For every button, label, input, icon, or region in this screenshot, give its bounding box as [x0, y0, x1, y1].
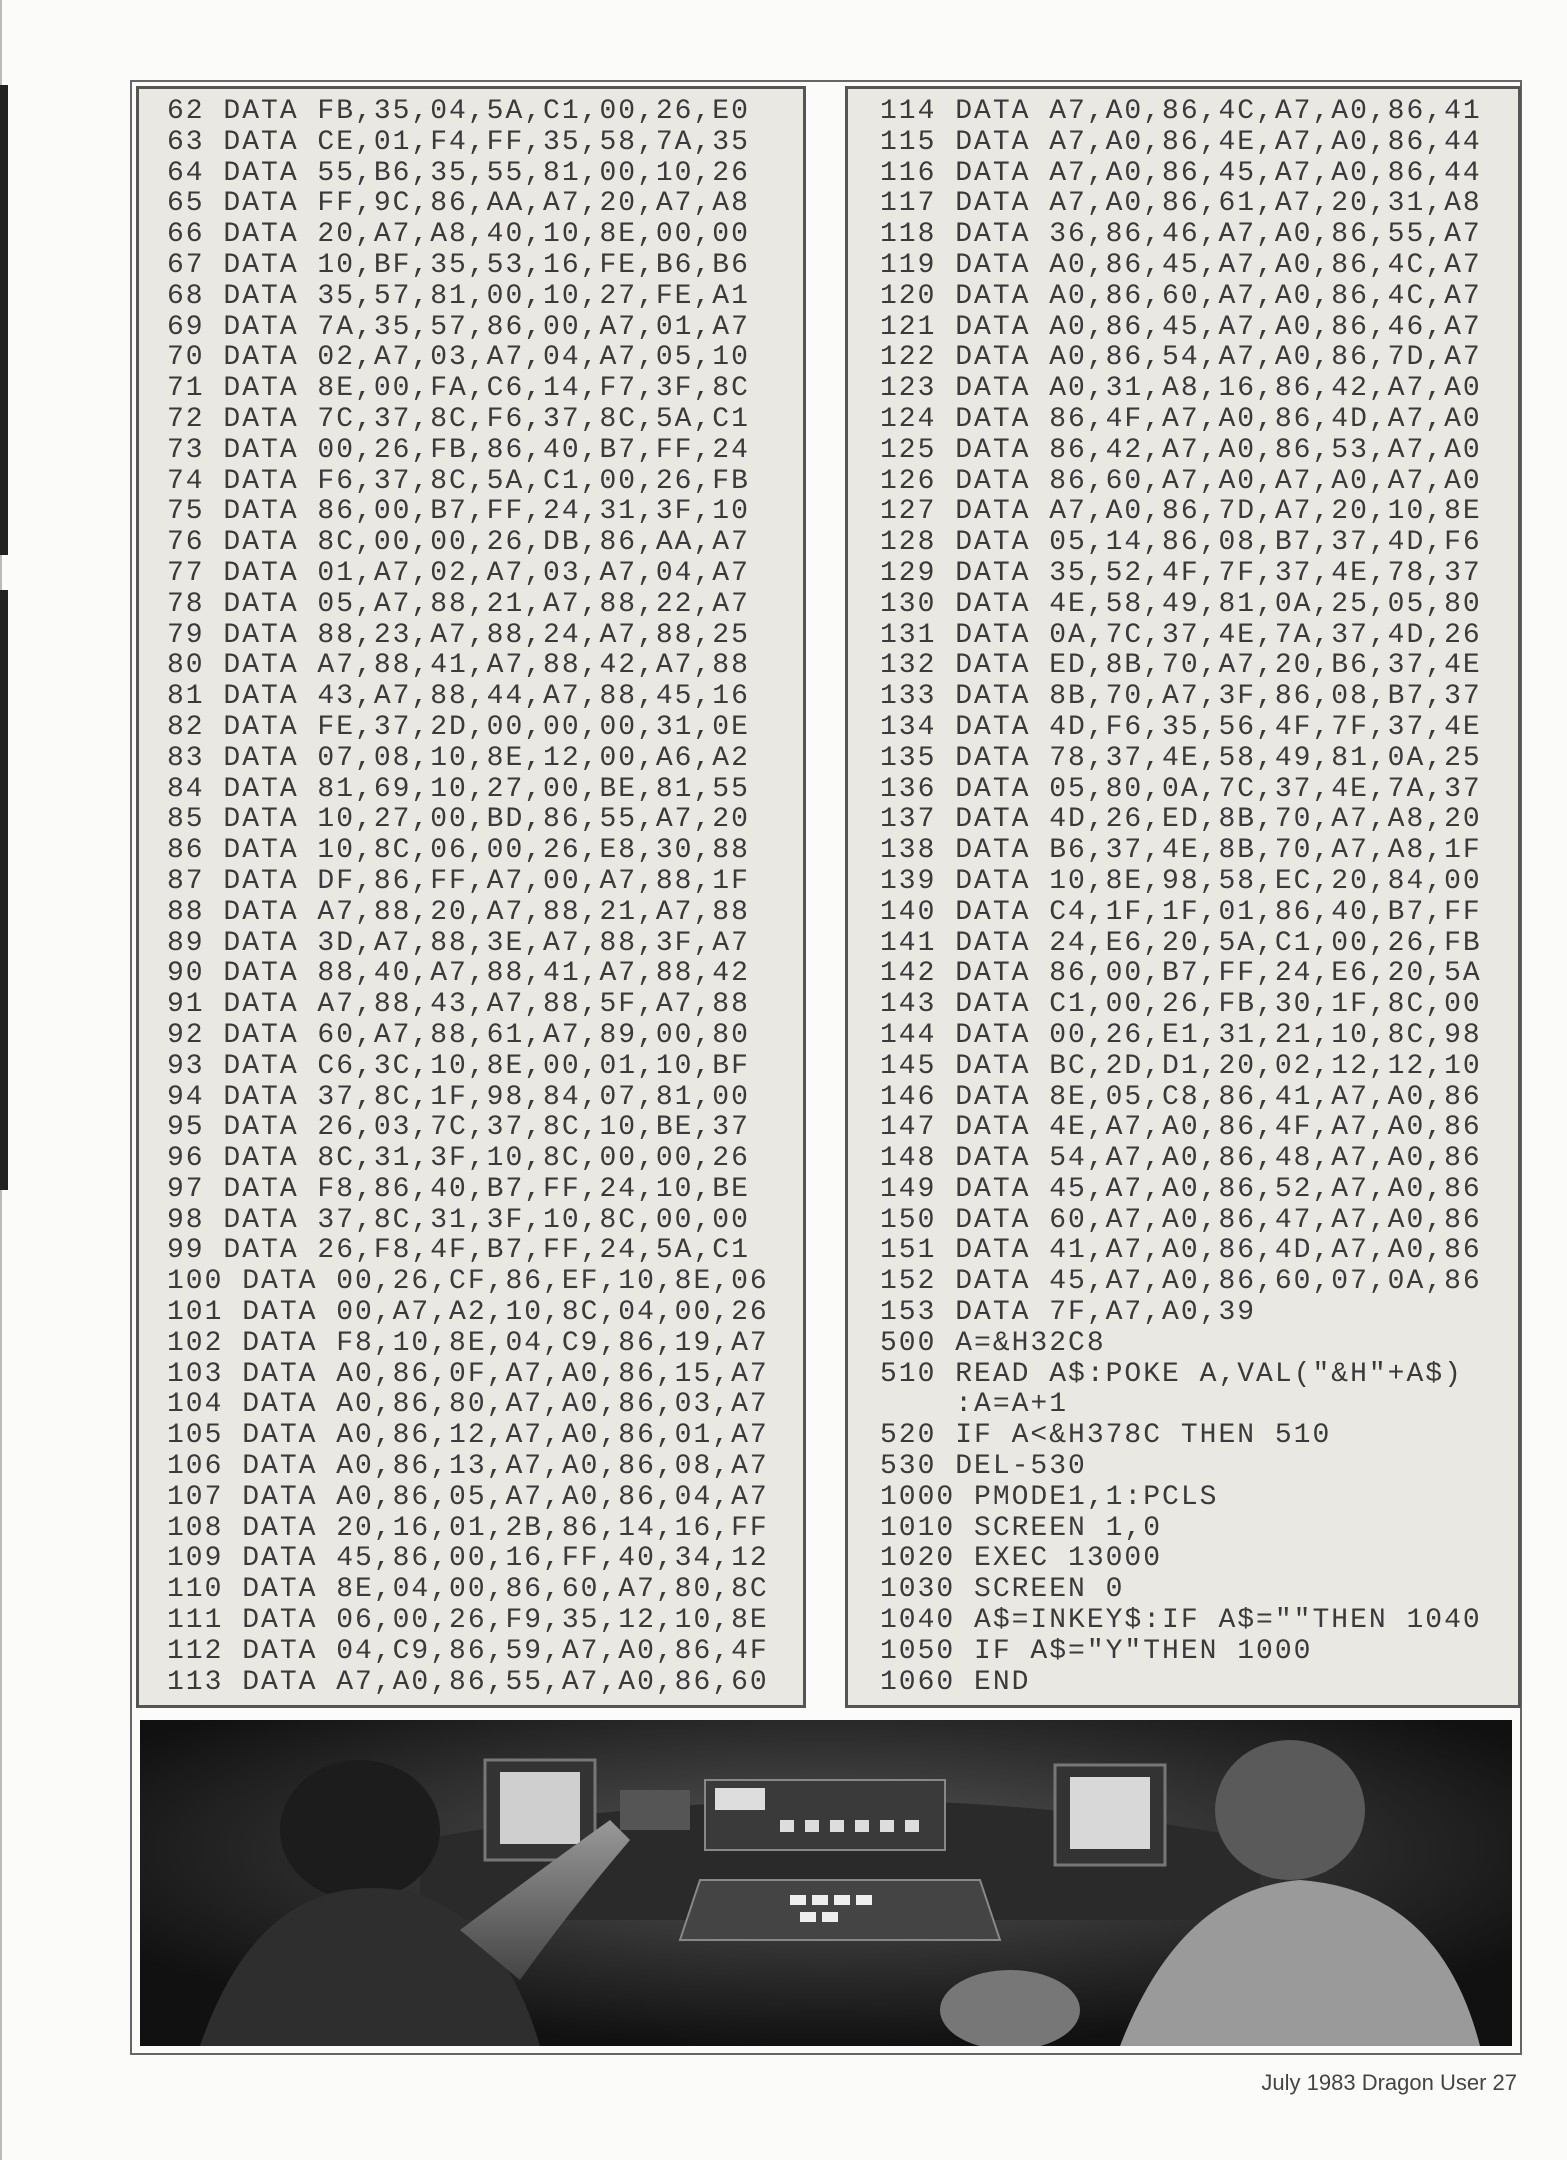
code-line: 147 DATA 4E,A7,A0,86,4F,A7,A0,86: [880, 1112, 1482, 1144]
code-line: 1010 SCREEN 1,0: [880, 1512, 1163, 1544]
code-line: 145 DATA BC,2D,D1,20,02,12,12,10: [880, 1050, 1482, 1082]
code-line: 108 DATA 20,16,01,2B,86,14,16,FF: [167, 1512, 769, 1544]
code-line: 102 DATA F8,10,8E,04,C9,86,19,A7: [167, 1327, 769, 1359]
code-line: 98 DATA 37,8C,31,3F,10,8C,00,00: [167, 1204, 750, 1236]
code-line: 1020 EXEC 13000: [880, 1543, 1163, 1575]
code-line: 77 DATA 01,A7,02,A7,03,A7,04,A7: [167, 557, 750, 589]
code-line: 143 DATA C1,00,26,FB,30,1F,8C,00: [880, 989, 1482, 1021]
adjacent-page-edge: [0, 85, 8, 555]
code-line: 85 DATA 10,27,00,BD,86,55,A7,20: [167, 804, 750, 836]
code-line: 123 DATA A0,31,A8,16,86,42,A7,A0: [880, 373, 1482, 405]
code-line: 138 DATA B6,37,4E,8B,70,A7,A8,1F: [880, 835, 1482, 867]
code-line: 86 DATA 10,8C,06,00,26,E8,30,88: [167, 835, 750, 867]
code-line: 140 DATA C4,1F,1F,01,86,40,B7,FF: [880, 896, 1482, 928]
code-line: 90 DATA 88,40,A7,88,41,A7,88,42: [167, 958, 750, 990]
code-line: 125 DATA 86,42,A7,A0,86,53,A7,A0: [880, 434, 1482, 466]
spaceship-cockpit-photo: [140, 1720, 1512, 2046]
code-line: 96 DATA 8C,31,3F,10,8C,00,00,26: [167, 1143, 750, 1175]
code-line: 129 DATA 35,52,4F,7F,37,4E,78,37: [880, 557, 1482, 589]
code-line: 89 DATA 3D,A7,88,3E,A7,88,3F,A7: [167, 927, 750, 959]
code-line: 146 DATA 8E,05,C8,86,41,A7,A0,86: [880, 1081, 1482, 1113]
code-line: 71 DATA 8E,00,FA,C6,14,F7,3F,8C: [167, 373, 750, 405]
code-line: 106 DATA A0,86,13,A7,A0,86,08,A7: [167, 1451, 769, 1483]
code-line: 65 DATA FF,9C,86,AA,A7,20,A7,A8: [167, 188, 750, 220]
code-line: 137 DATA 4D,26,ED,8B,70,A7,A8,20: [880, 804, 1482, 836]
code-line: 111 DATA 06,00,26,F9,35,12,10,8E: [167, 1605, 769, 1637]
code-line: 148 DATA 54,A7,A0,86,48,A7,A0,86: [880, 1143, 1482, 1175]
code-line: 132 DATA ED,8B,70,A7,20,B6,37,4E: [880, 650, 1482, 682]
code-line: 76 DATA 8C,00,00,26,DB,86,AA,A7: [167, 527, 750, 559]
code-line: 82 DATA FE,37,2D,00,00,00,31,0E: [167, 711, 750, 743]
code-line: 99 DATA 26,F8,4F,B7,FF,24,5A,C1: [167, 1235, 750, 1267]
code-line: 520 IF A<&H378C THEN 510: [880, 1420, 1332, 1452]
code-line: 1000 PMODE1,1:PCLS: [880, 1481, 1219, 1513]
code-line: 68 DATA 35,57,81,00,10,27,FE,A1: [167, 280, 750, 312]
code-line: 114 DATA A7,A0,86,4C,A7,A0,86,41: [880, 96, 1482, 127]
code-line: 69 DATA 7A,35,57,86,00,A7,01,A7: [167, 311, 750, 343]
code-line: 97 DATA F8,86,40,B7,FF,24,10,BE: [167, 1173, 750, 1205]
code-line: 510 READ A$:POKE A,VAL("&H"+A$): [880, 1358, 1463, 1390]
code-line: 93 DATA C6,3C,10,8E,00,01,10,BF: [167, 1050, 750, 1082]
code-line: 119 DATA A0,86,45,A7,A0,86,4C,A7: [880, 249, 1482, 281]
code-line: 116 DATA A7,A0,86,45,A7,A0,86,44: [880, 157, 1482, 189]
code-line: 104 DATA A0,86,80,A7,A0,86,03,A7: [167, 1389, 769, 1421]
code-line: 144 DATA 00,26,E1,31,21,10,8C,98: [880, 1019, 1482, 1051]
code-line: 141 DATA 24,E6,20,5A,C1,00,26,FB: [880, 927, 1482, 959]
code-line: 63 DATA CE,01,F4,FF,35,58,7A,35: [167, 126, 750, 158]
code-line: 153 DATA 7F,A7,A0,39: [880, 1297, 1257, 1329]
code-line: 131 DATA 0A,7C,37,4E,7A,37,4D,26: [880, 619, 1482, 651]
code-line: 127 DATA A7,A0,86,7D,A7,20,10,8E: [880, 496, 1482, 528]
code-line: 121 DATA A0,86,45,A7,A0,86,46,A7: [880, 311, 1482, 343]
code-line: 83 DATA 07,08,10,8E,12,00,A6,A2: [167, 742, 750, 774]
code-line: 78 DATA 05,A7,88,21,A7,88,22,A7: [167, 588, 750, 620]
code-line: 88 DATA A7,88,20,A7,88,21,A7,88: [167, 896, 750, 928]
code-line: 1060 END: [880, 1666, 1031, 1698]
code-line: 149 DATA 45,A7,A0,86,52,A7,A0,86: [880, 1173, 1482, 1205]
code-line: 124 DATA 86,4F,A7,A0,86,4D,A7,A0: [880, 403, 1482, 435]
code-line: 74 DATA F6,37,8C,5A,C1,00,26,FB: [167, 465, 750, 497]
code-line: 139 DATA 10,8E,98,58,EC,20,84,00: [880, 865, 1482, 897]
code-line: 117 DATA A7,A0,86,61,A7,20,31,A8: [880, 188, 1482, 220]
code-line: 100 DATA 00,26,CF,86,EF,10,8E,06: [167, 1266, 769, 1298]
code-line: 101 DATA 00,A7,A2,10,8C,04,00,26: [167, 1297, 769, 1329]
code-line: 128 DATA 05,14,86,08,B7,37,4D,F6: [880, 527, 1482, 559]
code-line: 81 DATA 43,A7,88,44,A7,88,45,16: [167, 681, 750, 713]
code-line: 95 DATA 26,03,7C,37,8C,10,BE,37: [167, 1112, 750, 1144]
code-line: 79 DATA 88,23,A7,88,24,A7,88,25: [167, 619, 750, 651]
code-line: 530 DEL-530: [880, 1451, 1087, 1483]
code-line: 126 DATA 86,60,A7,A0,A7,A0,A7,A0: [880, 465, 1482, 497]
code-line: 107 DATA A0,86,05,A7,A0,86,04,A7: [167, 1481, 769, 1513]
code-line: 110 DATA 8E,04,00,86,60,A7,80,8C: [167, 1574, 769, 1606]
code-line: 67 DATA 10,BF,35,53,16,FE,B6,B6: [167, 249, 750, 281]
code-line: 152 DATA 45,A7,A0,86,60,07,0A,86: [880, 1266, 1482, 1298]
code-line: 112 DATA 04,C9,86,59,A7,A0,86,4F: [167, 1635, 769, 1667]
program-listing-right: [845, 86, 1521, 1708]
code-line: 70 DATA 02,A7,03,A7,04,A7,05,10: [167, 342, 750, 374]
code-line: 64 DATA 55,B6,35,55,81,00,10,26: [167, 157, 750, 189]
code-line: 122 DATA A0,86,54,A7,A0,86,7D,A7: [880, 342, 1482, 374]
code-line: 72 DATA 7C,37,8C,F6,37,8C,5A,C1: [167, 403, 750, 435]
code-line: 92 DATA 60,A7,88,61,A7,89,00,80: [167, 1019, 750, 1051]
code-line: 500 A=&H32C8: [880, 1327, 1106, 1359]
code-line: 150 DATA 60,A7,A0,86,47,A7,A0,86: [880, 1204, 1482, 1236]
code-line: 66 DATA 20,A7,A8,40,10,8E,00,00: [167, 219, 750, 251]
adjacent-page-edge: [0, 590, 8, 1190]
code-line: 1030 SCREEN 0: [880, 1574, 1125, 1606]
code-line: 113 DATA A7,A0,86,55,A7,A0,86,60: [167, 1666, 769, 1698]
code-line: 91 DATA A7,88,43,A7,88,5F,A7,88: [167, 989, 750, 1021]
program-listing-left: [136, 86, 806, 1708]
code-line: 1040 A$=INKEY$:IF A$=""THEN 1040: [880, 1605, 1482, 1637]
page-footer: July 1983 Dragon User 27: [1261, 2070, 1517, 2095]
code-line: 109 DATA 45,86,00,16,FF,40,34,12: [167, 1543, 769, 1575]
code-line: 133 DATA 8B,70,A7,3F,86,08,B7,37: [880, 681, 1482, 713]
code-line: 1050 IF A$="Y"THEN 1000: [880, 1635, 1313, 1667]
code-line: 103 DATA A0,86,0F,A7,A0,86,15,A7: [167, 1358, 769, 1390]
code-line: 73 DATA 00,26,FB,86,40,B7,FF,24: [167, 434, 750, 466]
code-line: 118 DATA 36,86,46,A7,A0,86,55,A7: [880, 219, 1482, 251]
code-line: 75 DATA 86,00,B7,FF,24,31,3F,10: [167, 496, 750, 528]
code-line: 115 DATA A7,A0,86,4E,A7,A0,86,44: [880, 126, 1482, 158]
code-line: 134 DATA 4D,F6,35,56,4F,7F,37,4E: [880, 711, 1482, 743]
code-line: 80 DATA A7,88,41,A7,88,42,A7,88: [167, 650, 750, 682]
code-line: 151 DATA 41,A7,A0,86,4D,A7,A0,86: [880, 1235, 1482, 1267]
code-line: 87 DATA DF,86,FF,A7,00,A7,88,1F: [167, 865, 750, 897]
code-line: 62 DATA FB,35,04,5A,C1,00,26,E0: [167, 96, 750, 127]
code-line: 130 DATA 4E,58,49,81,0A,25,05,80: [880, 588, 1482, 620]
code-line: 84 DATA 81,69,10,27,00,BE,81,55: [167, 773, 750, 805]
code-line: 135 DATA 78,37,4E,58,49,81,0A,25: [880, 742, 1482, 774]
code-line: 94 DATA 37,8C,1F,98,84,07,81,00: [167, 1081, 750, 1113]
code-line: 142 DATA 86,00,B7,FF,24,E6,20,5A: [880, 958, 1482, 990]
code-line: :A=A+1: [880, 1389, 1069, 1421]
code-line: 136 DATA 05,80,0A,7C,37,4E,7A,37: [880, 773, 1482, 805]
code-line: 105 DATA A0,86,12,A7,A0,86,01,A7: [167, 1420, 769, 1452]
code-line: 120 DATA A0,86,60,A7,A0,86,4C,A7: [880, 280, 1482, 312]
